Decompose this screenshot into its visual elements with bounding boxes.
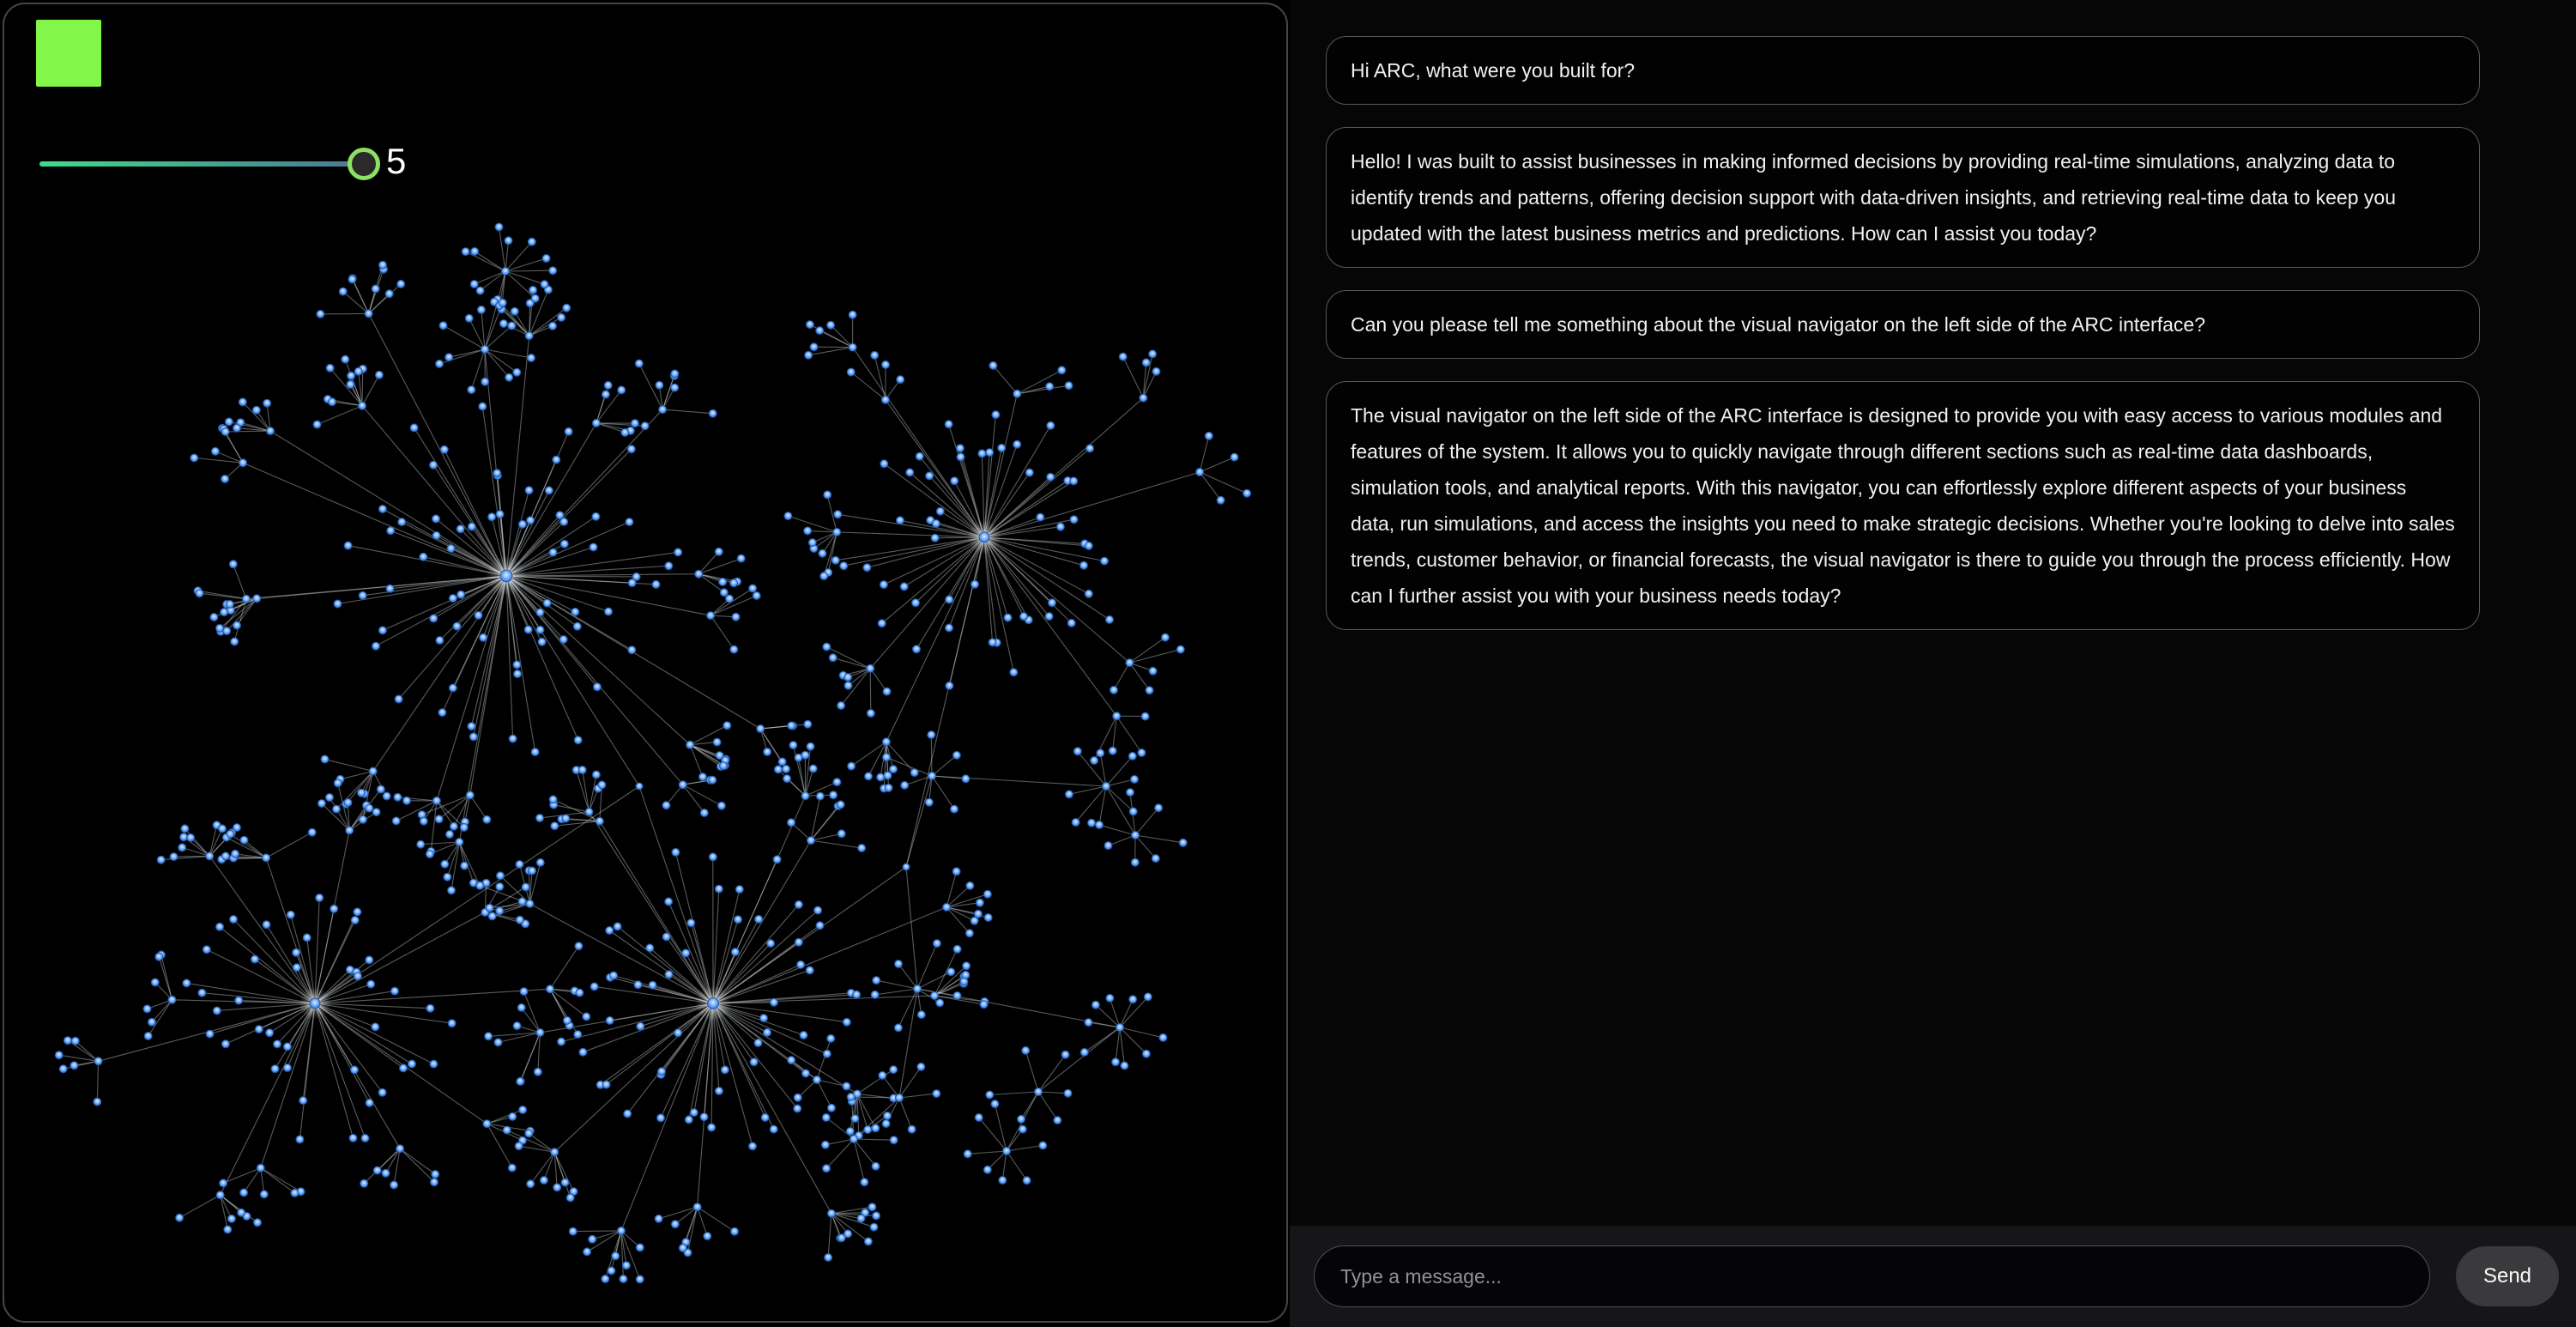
node-count-slider[interactable] <box>4 4 450 210</box>
slider-value-label: 5 <box>386 141 407 181</box>
chat-message-assistant: The visual navigator on the left side of the ARC interface is designed to provide you with easy access to various modules and features of the system. It allows you to quickly navigate through different sections such as real-time data dashboards, simulation tools, and analytical reports. With this navigator, you can effortlessly explore different aspects of your business data, run simulations, and access the insights you need to make strategic decisions. Whether you're looking to delve into sales trends, customer behavior, or financial forecasts, the visual navigator is there to guide you through the process efficiently. How can I further assist you with your business needs today? <box>1326 381 2480 630</box>
chat-message-list <box>1290 0 2576 1226</box>
send-button[interactable]: Send <box>2456 1246 2559 1306</box>
chat-message-user: Hi ARC, what were you built for? <box>1326 36 2480 105</box>
chat-panel <box>1290 0 2576 1327</box>
chat-input-bar <box>1290 1226 2576 1327</box>
visual-navigator-panel <box>3 3 1288 1323</box>
graph-nodes-layer[interactable] <box>55 223 1250 1283</box>
chat-message-assistant: Hello! I was built to assist businesses in making informed decisions by providing real-time simulations, analyzing data to identify trends and patterns, offering decision support with data-driven insights, and retrieving real-time data to keep you updated with the latest business metrics and predictions. How can I assist you today? <box>1326 127 2480 268</box>
chat-message-user: Can you please tell me something about the visual navigator on the left side of the ARC interface? <box>1326 290 2480 359</box>
slider-handle[interactable] <box>348 148 380 180</box>
chat-input[interactable] <box>1314 1245 2430 1307</box>
slider-track[interactable] <box>39 161 364 167</box>
